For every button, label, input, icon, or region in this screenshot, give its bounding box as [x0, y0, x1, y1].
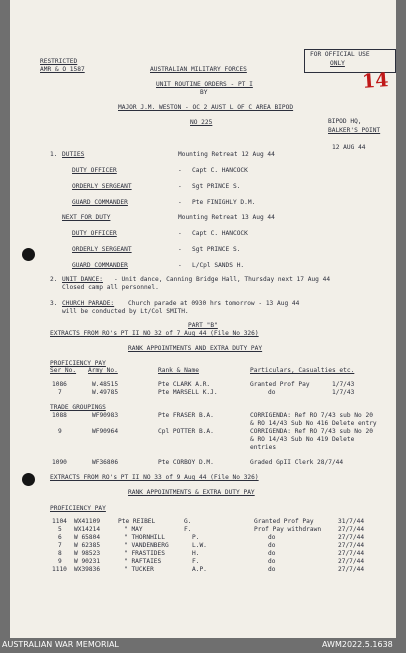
part-b-heading: PART "B": [188, 322, 218, 329]
table-cell-army: W 90231: [74, 558, 101, 565]
duty-name: Sgt PRINCE S.: [192, 183, 241, 190]
duty-dash: -: [178, 199, 182, 206]
table-cell-army: WX39836: [74, 566, 101, 573]
duty-dash: -: [178, 167, 182, 174]
unit-dance-text-1: - Unit dance, Canning Bridge Hall, Thursday next 17 Aug 44: [114, 276, 331, 283]
proficiency-pay-heading-2: PROFICIENCY PAY: [50, 505, 106, 512]
proficiency-pay-heading-1: PROFICIENCY PAY: [50, 360, 106, 367]
extract-heading-1: EXTRACTS FROM RO's PT II NO 32 of 7 Aug 44 (File No 326): [50, 330, 259, 337]
table-cell-ser: 7: [58, 389, 62, 396]
table-cell-particulars: & RO 14/43 Sub No 416 Delete entry: [250, 420, 377, 427]
table-cell-date: 1/7/43: [332, 389, 355, 396]
table-cell-particulars: do: [268, 389, 276, 396]
next-for-duty-heading: NEXT FOR DUTY: [62, 214, 111, 221]
table-cell-ser: 1090: [52, 459, 67, 466]
table-cell-date: 27/7/44: [338, 542, 365, 549]
duty-dash: -: [178, 262, 182, 269]
duty-dash: -: [178, 246, 182, 253]
church-parade-heading: CHURCH PARADE:: [62, 300, 115, 307]
punch-hole-top: [22, 248, 35, 261]
duty-role: ORDERLY SERGEANT: [72, 246, 132, 253]
table-cell-army: WF90964: [92, 428, 119, 435]
reference-number: AMR & O 1587: [40, 66, 85, 73]
table-cell-date: 1/7/43: [332, 381, 355, 388]
official-use-line-2: ONLY: [330, 60, 345, 67]
section-2-number: 2.: [50, 276, 58, 283]
table-cell-initials: A.P.: [192, 566, 207, 573]
table-cell-initials: P.: [192, 534, 200, 541]
duty-role: ORDERLY SERGEANT: [72, 183, 132, 190]
table-cell-army: W 62385: [74, 542, 101, 549]
table-cell-ser: 9: [58, 558, 62, 565]
table-cell-particulars: do: [268, 542, 276, 549]
table-cell-army: WF36806: [92, 459, 119, 466]
table-cell-date: 27/7/44: [338, 534, 365, 541]
unit-dance-text-2: Closed camp all personnel.: [62, 284, 159, 291]
order-date: 12 AUG 44: [332, 144, 366, 151]
col-ser-no: Ser No.: [50, 367, 77, 374]
table-cell-rank: " MAY: [124, 526, 143, 533]
table-cell-rank: Pte MARSELL K.J.: [158, 389, 218, 396]
table-cell-particulars: do: [268, 558, 276, 565]
duty-role: GUARD COMMANDER: [72, 199, 128, 206]
table-cell-initials: F.: [192, 558, 200, 565]
footer-archive-name: AUSTRALIAN WAR MEMORIAL: [2, 640, 119, 649]
col-particulars: Particulars, Casualties etc.: [250, 367, 355, 374]
table-cell-particulars: entries: [250, 444, 277, 451]
page-stamp: 14: [361, 69, 390, 93]
trade-groupings-heading: TRADE GROUPINGS: [50, 404, 106, 411]
order-number: NO 225: [190, 119, 213, 126]
table-cell-date: 27/7/44: [338, 558, 365, 565]
extract-heading-2: EXTRACTS FROM RO's PT II NO 33 of 9 Aug 44 (File No 326): [50, 474, 259, 481]
col-army-no: Army No.: [88, 367, 118, 374]
duty-name: Pte FINIGHLY D.M.: [192, 199, 256, 206]
table-cell-rank: " RAFTAIES: [124, 558, 162, 565]
rank-appointments-heading-1: RANK APPOINTMENTS AND EXTRA DUTY PAY: [128, 345, 263, 352]
document-page: [10, 0, 396, 638]
table-cell-ser: 9: [58, 428, 62, 435]
table-cell-army: W 98523: [74, 550, 101, 557]
table-cell-particulars: do: [268, 534, 276, 541]
table-cell-particulars: Granted Prof Pay: [250, 381, 310, 388]
mounting-line-1: Mounting Retreat 12 Aug 44: [178, 151, 275, 158]
document-subtitle: UNIT ROUTINE ORDERS - PT I: [156, 81, 253, 88]
table-cell-ser: 6: [58, 534, 62, 541]
church-parade-text-2: will be conducted by Lt/Col SMITH.: [62, 308, 189, 315]
table-cell-rank: Pte CORBOY D.M.: [158, 459, 214, 466]
table-cell-ser: 5: [58, 526, 62, 533]
duty-name: Capt C. HANCOCK: [192, 230, 248, 237]
table-cell-ser: 8: [58, 550, 62, 557]
church-parade-text-1: Church parade at 0930 hrs tomorrow - 13 Aug 44: [128, 300, 300, 307]
duties-heading: DUTIES: [62, 151, 85, 158]
table-cell-particulars: CORRIGENDA: Ref RO 7/43 sub No 20: [250, 428, 373, 435]
table-cell-army: WX14214: [74, 526, 101, 533]
table-cell-army: WX41109: [74, 518, 101, 525]
table-cell-rank: " FRASTIDES: [124, 550, 165, 557]
duty-name: Capt C. HANCOCK: [192, 167, 248, 174]
footer-catalogue-id: AWM2022.5.1638: [322, 640, 393, 649]
rank-appointments-heading-2: RANK APPOINTMENTS & EXTRA DUTY PAY: [128, 489, 255, 496]
commander-line: MAJOR J.M. WESTON - OC 2 AUST L OF C AREA BIPOD: [118, 104, 294, 111]
table-cell-initials: F.: [184, 526, 192, 533]
punch-hole-bottom: [22, 473, 35, 486]
table-cell-initials: H.: [192, 550, 200, 557]
duty-role: GUARD COMMANDER: [72, 262, 128, 269]
table-cell-rank: Pte CLARK A.R.: [158, 381, 211, 388]
duty-role: DUTY OFFICER: [72, 230, 117, 237]
table-cell-rank: " VANDENBERG: [124, 542, 169, 549]
table-cell-particulars: Granted Prof Pay: [254, 518, 314, 525]
unit-dance-heading: UNIT DANCE:: [62, 276, 103, 283]
table-cell-ser: 1104: [52, 518, 67, 525]
table-cell-army: W.49785: [92, 389, 119, 396]
table-cell-particulars: & RO 14/43 Sub No 419 Delete: [250, 436, 355, 443]
table-cell-army: W 65804: [74, 534, 101, 541]
location-line-2: BALKER'S POINT: [328, 127, 381, 134]
table-cell-date: 31/7/44: [338, 518, 365, 525]
table-cell-particulars: Graded GpII Clerk 28/7/44: [250, 459, 344, 466]
table-cell-date: 27/7/44: [338, 550, 365, 557]
duty-role: DUTY OFFICER: [72, 167, 117, 174]
restricted-label: RESTRICTED: [40, 58, 78, 65]
section-1-number: 1.: [50, 151, 58, 158]
duty-name: L/Cpl SANDS H.: [192, 262, 245, 269]
table-cell-ser: 1088: [52, 412, 67, 419]
table-cell-rank: Cpl POTTER B.A.: [158, 428, 214, 435]
table-cell-date: 27/7/44: [338, 566, 365, 573]
table-cell-rank: " THORNHILL: [124, 534, 165, 541]
location-line-1: BIPOD HQ,: [328, 118, 362, 125]
table-cell-ser: 7: [58, 542, 62, 549]
table-cell-army: W.48515: [92, 381, 119, 388]
table-cell-date: 27/7/44: [338, 526, 365, 533]
by-label: BY: [200, 89, 208, 96]
document-title: AUSTRALIAN MILITARY FORCES: [150, 66, 247, 73]
duty-dash: -: [178, 230, 182, 237]
table-cell-ser: 1110: [52, 566, 67, 573]
table-cell-rank: Pte FRASER B.A.: [158, 412, 214, 419]
table-cell-army: WF90983: [92, 412, 119, 419]
table-cell-particulars: do: [268, 566, 276, 573]
mounting-line-2: Mounting Retreat 13 Aug 44: [178, 214, 275, 221]
table-cell-initials: G.: [184, 518, 192, 525]
official-use-line-1: FOR OFFICIAL USE: [310, 51, 370, 58]
table-cell-particulars: CORRIGENDA: Ref RO 7/43 sub No 20: [250, 412, 373, 419]
table-cell-particulars: do: [268, 550, 276, 557]
table-cell-particulars: Prof Pay withdrawn: [254, 526, 322, 533]
section-3-number: 3.: [50, 300, 58, 307]
table-cell-ser: 1086: [52, 381, 67, 388]
table-cell-rank: Pte REIBEL: [118, 518, 156, 525]
duty-dash: -: [178, 183, 182, 190]
table-cell-rank: " TUCKER: [124, 566, 154, 573]
duty-name: Sgt PRINCE S.: [192, 246, 241, 253]
table-cell-initials: L.W.: [192, 542, 207, 549]
col-rank-name: Rank & Name: [158, 367, 199, 374]
